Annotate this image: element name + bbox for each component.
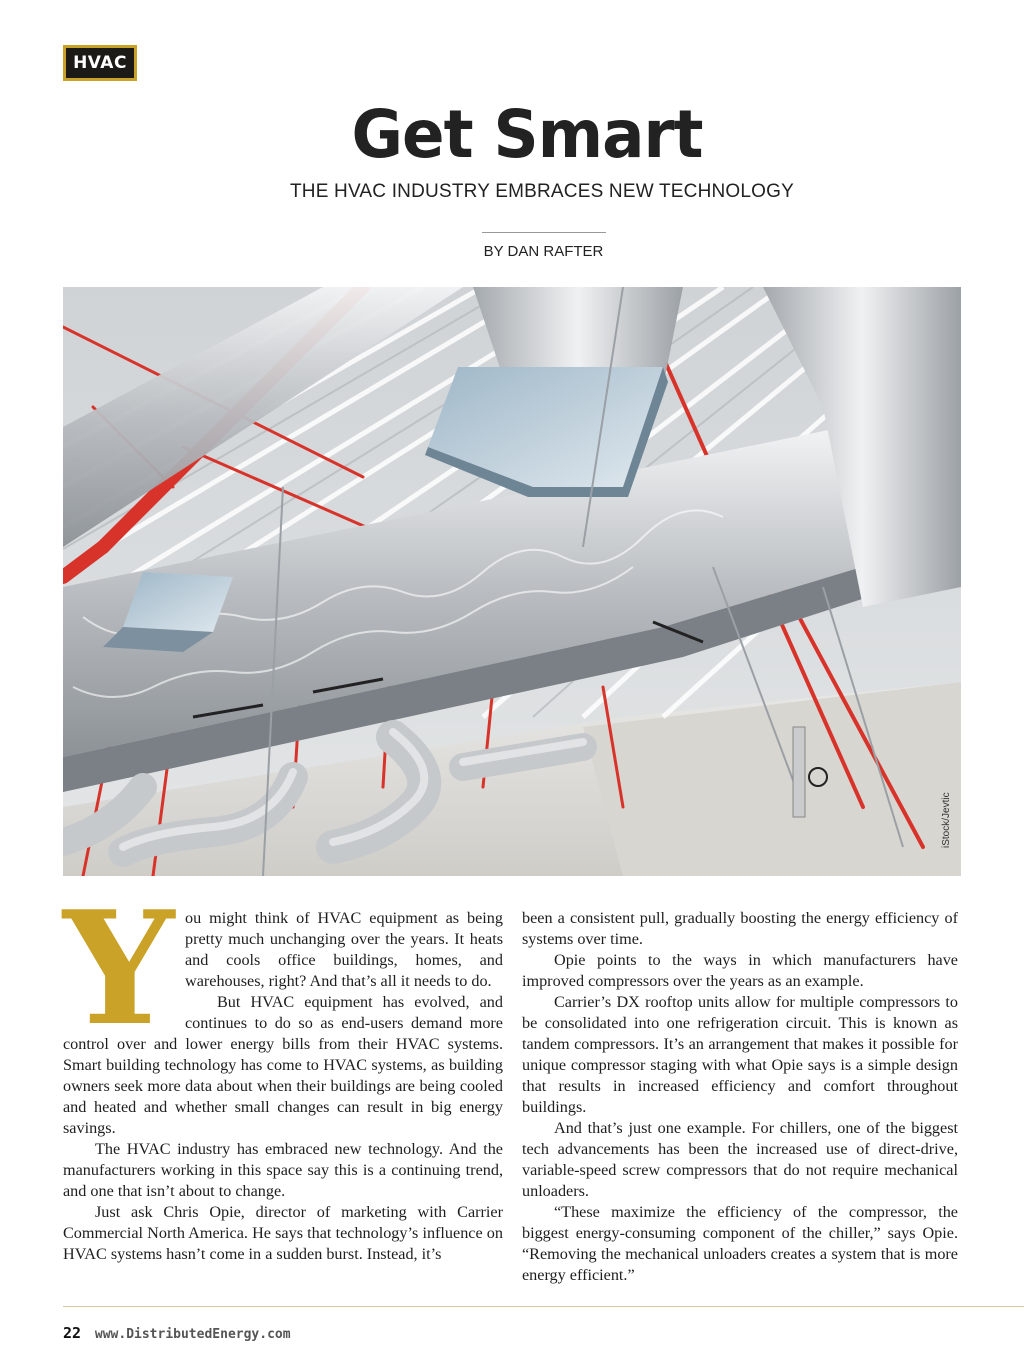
paragraph: But HVAC equipment has evolved, and continues to do so as end-users demand more control over and lower energy bills from their HVAC systems. Smart building technology has come to HVAC systems, as building owners seek more data about when their buildings are being cooled and heated and whether small changes can result in big energy savings. [63,993,503,1137]
paragraph: Opie points to the ways in which manufacturers have improved compressors over the years as an example. [522,951,958,990]
byline-divider [482,232,606,233]
subtitle: THE HVAC INDUSTRY EMBRACES NEW TECHNOLOGY [289,181,795,202]
paragraph: Just ask Chris Opie, director of marketing with Carrier Commercial North America. He says that technology’s influence on HVAC systems hasn’t come in a sudden burst. Instead, it’s [63,1203,503,1263]
paragraph: The HVAC industry has embraced new technology. And the manufacturers working in this space say this is a continuing trend, and one that isn’t about to change. [63,1140,503,1200]
paragraph: ou might think of HVAC equipment as being pretty much unchanging over the years. It heats and cools office buildings, homes, and warehouses, right? And that’s all it needs to do. [185,909,503,990]
section-tag: HVAC [63,45,137,81]
article-column-right [522,908,958,1286]
hvac-ductwork-photo [63,287,961,876]
page-number: 22 [63,1324,82,1342]
byline: BY DAN RAFTER [483,243,604,260]
paragraph: “These maximize the efficiency of the compressor, the biggest energy-consuming component of the chiller,” says Opie. “Removing the mechanical unloaders creates a system that is more energy efficient.” [522,1203,958,1284]
drop-cap: Y [63,877,175,1060]
photo-credit: iStock/Jevtic [941,792,952,848]
paragraph: Carrier’s DX rooftop units allow for multiple compressors to be consolidated into one refrigeration circuit. This is known as tandem compressors. It’s an arrangement that makes it possible for unique compressor staging with what Opie says is a simple design that results in increased efficiency and comfort throughout buildings. [522,993,958,1116]
website-link[interactable]: www.DistributedEnergy.com [94,1327,291,1342]
article-column-left [63,877,503,1265]
page-title: Get Smart [351,96,703,173]
paragraph: been a consistent pull, gradually boosting the energy efficiency of systems over time. [522,909,958,948]
page-footer [63,1324,291,1342]
footer-divider [63,1306,1024,1307]
paragraph: And that’s just one example. For chillers, one of the biggest tech advancements has been the increased use of direct-drive, variable-speed screw compressors that do not require mechanical unloaders. [522,1119,958,1200]
